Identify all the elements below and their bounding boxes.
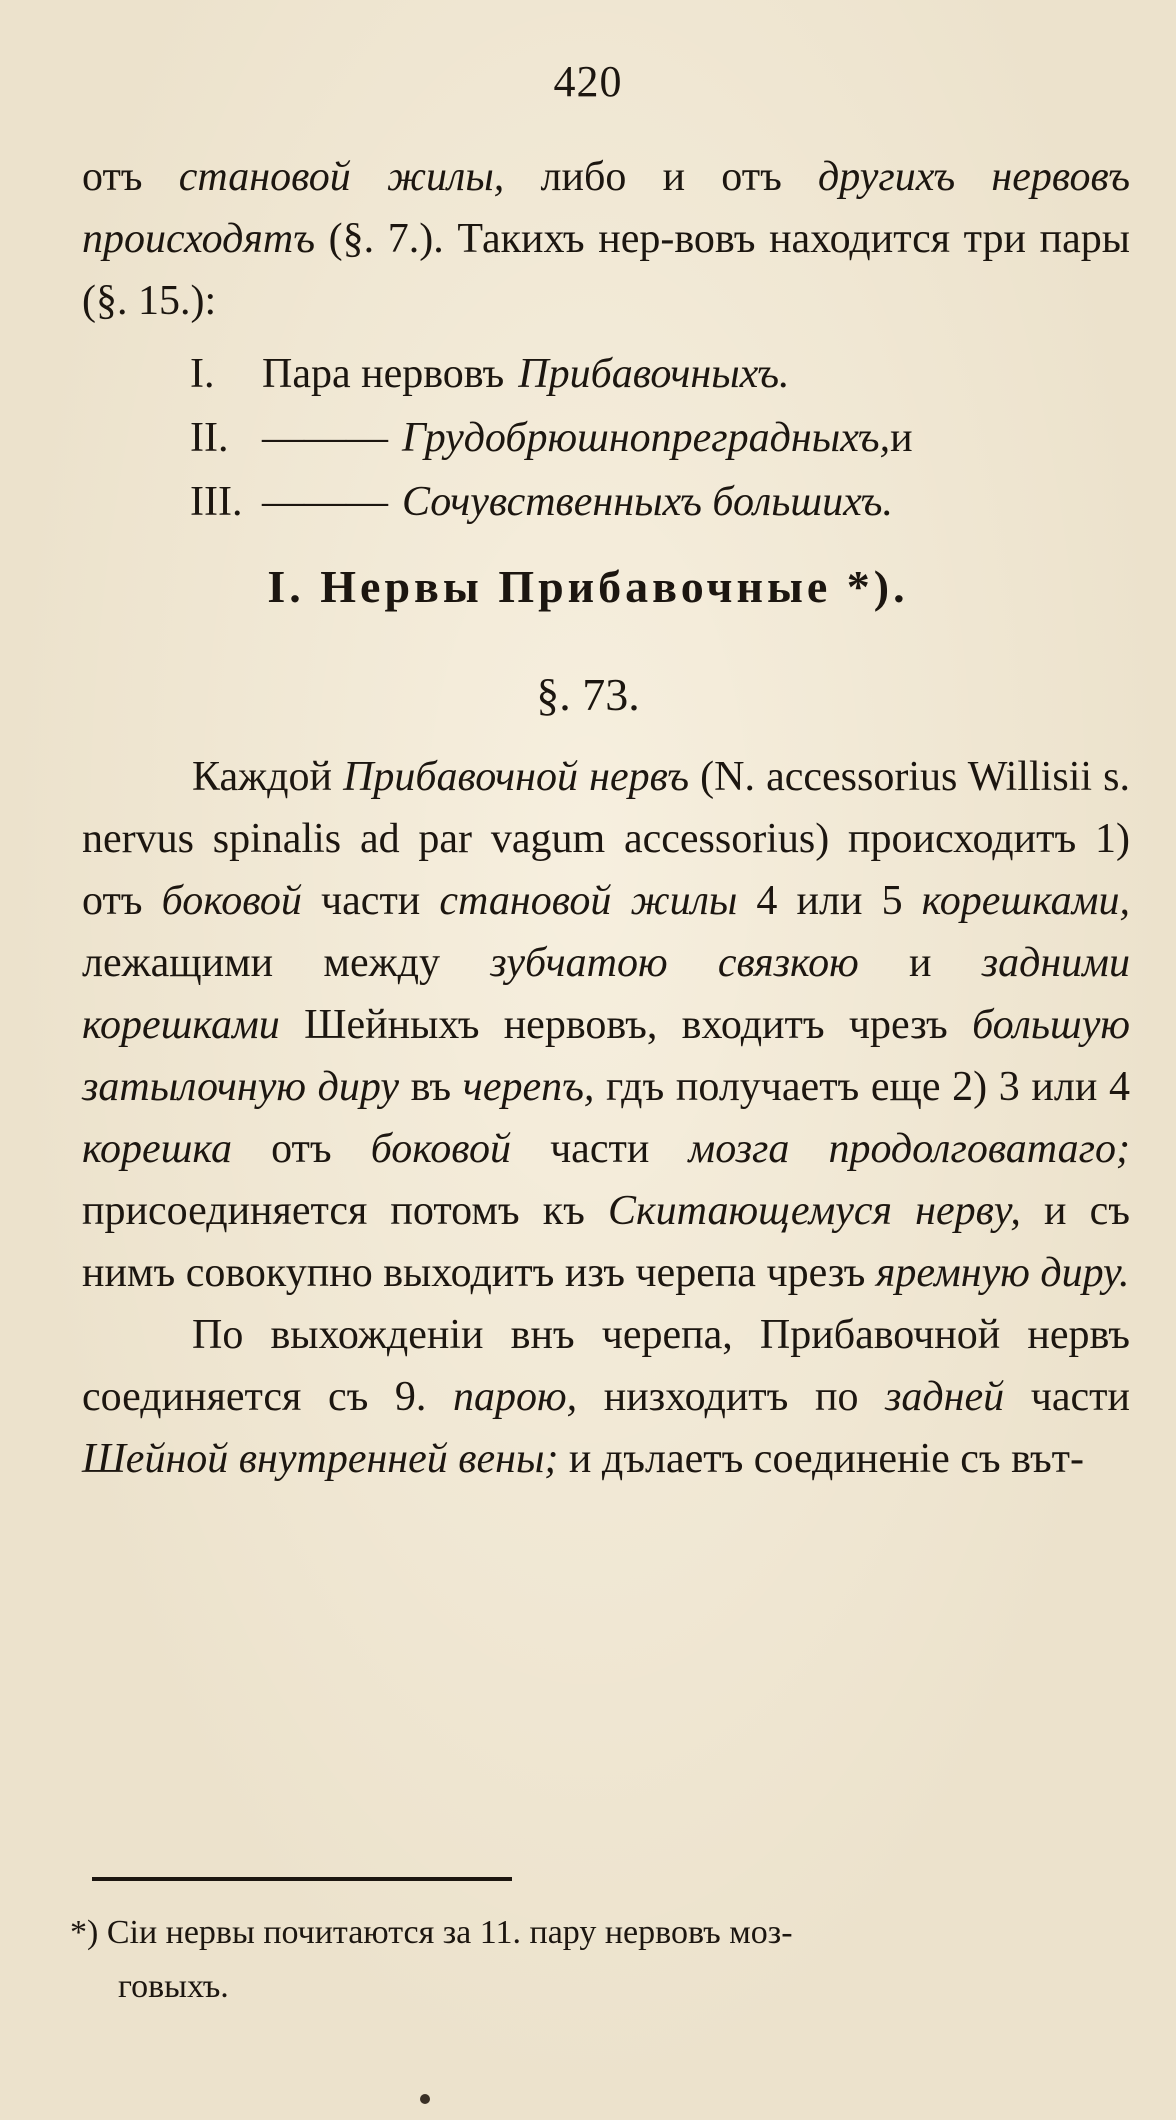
intro-run: либо и отъ — [504, 154, 819, 200]
text-run-italic: корешка — [82, 1126, 232, 1172]
text-run-italic: Скитающемуся нерву, — [607, 1188, 1021, 1234]
footnote-divider — [92, 1877, 512, 1881]
list-label: ——— — [262, 415, 388, 461]
paragraph-1 — [82, 746, 1130, 1304]
text-run-italic: боковой — [370, 1126, 511, 1172]
section-number: §. 73. — [536, 669, 640, 720]
text-run-italic: задней — [885, 1374, 1005, 1420]
text-run: отъ — [232, 1126, 371, 1172]
text-run: По выхожденіи внъ черепа, Прибавочной нервъ соединяется съ 9. — [82, 1312, 1130, 1420]
text-run-italic: зубчатою связкою — [490, 940, 859, 986]
intro-text — [82, 146, 1130, 332]
text-run: и дълаетъ соединеніе съ вът- — [558, 1436, 1084, 1482]
list-number: II. — [190, 415, 229, 461]
list-name: Прибавочныхъ. — [518, 351, 790, 397]
list-name: Грудобрюшнопреградныхъ, — [402, 415, 891, 461]
paragraph-2 — [82, 1304, 1130, 1490]
text-run-italic: корешками, — [921, 878, 1130, 924]
text-run: части — [510, 1126, 689, 1172]
chapter-heading: I. Нервы Прибавочные *). — [267, 561, 909, 612]
text-run-italic: Прибавочной нервъ — [343, 754, 690, 800]
pairs-list — [190, 342, 913, 534]
text-run: части — [1004, 1374, 1130, 1420]
list-item — [190, 342, 913, 406]
list-name: Сочувственныхъ большихъ. — [402, 479, 893, 525]
intro-paragraph — [82, 146, 1130, 332]
text-run: присоединяется потомъ къ — [82, 1188, 608, 1234]
text-run: и съ нимъ совокупно выходитъ изъ черепа чрезъ — [82, 1188, 1130, 1296]
text-run-italic: мозга продолговатаго; — [688, 1126, 1130, 1172]
intro-run: (§. 7.). Такихъ нер-вовъ находится три пары (§. 15.): — [82, 216, 1130, 324]
text-run-italic: парою, — [453, 1374, 578, 1420]
text-run: Каждой — [192, 754, 344, 800]
footnote-line: *) Сіи нервы почитаются за 11. пару нервовъ моз- — [70, 1914, 793, 1951]
text-run-italic: яремную диру. — [875, 1250, 1130, 1296]
text-run: части — [301, 878, 440, 924]
page-number: 420 — [553, 57, 623, 106]
text-run-italic: боковой — [161, 878, 302, 924]
main-paragraph — [82, 746, 1130, 1490]
footnote — [70, 1906, 1140, 2014]
text-run: 4 или 5 — [737, 878, 922, 924]
text-run: лежащими между — [82, 940, 491, 986]
list-item — [190, 470, 913, 534]
list-item — [190, 406, 913, 470]
intro-run-italic: становой жилы, — [178, 154, 505, 200]
text-run: (N. accessorius Willisii s. nervus spinalis ad par vagum accessorius) происходитъ 1) отъ — [82, 754, 1130, 924]
text-run: гдъ получаетъ еще 2) 3 или 4 — [594, 1064, 1130, 1110]
footnote-line: говыхъ. — [118, 1968, 229, 2005]
text-run: и — [858, 940, 982, 986]
text-run-italic: становой жилы — [439, 878, 738, 924]
intro-run-italic: другихъ нервовъ происходятъ — [82, 154, 1130, 262]
list-number: I. — [190, 351, 215, 397]
text-run-italic: Шейной внутренней вены; — [82, 1436, 559, 1482]
text-run: Шейныхъ нервовъ, входитъ чрезъ — [279, 1002, 973, 1048]
list-label: ——— — [262, 479, 388, 525]
intro-run: отъ — [82, 154, 179, 200]
text-run-italic: черепъ, — [462, 1064, 595, 1110]
text-run: въ — [399, 1064, 463, 1110]
text-run-italic: большую затылочную диру — [82, 1002, 1130, 1110]
text-run-italic: задними корешками — [82, 940, 1130, 1048]
ink-speck — [420, 2094, 430, 2104]
text-run: низходитъ по — [577, 1374, 886, 1420]
list-label: Пара нервовъ — [262, 351, 505, 397]
list-number: III. — [190, 479, 243, 525]
list-tail: и — [890, 415, 913, 461]
